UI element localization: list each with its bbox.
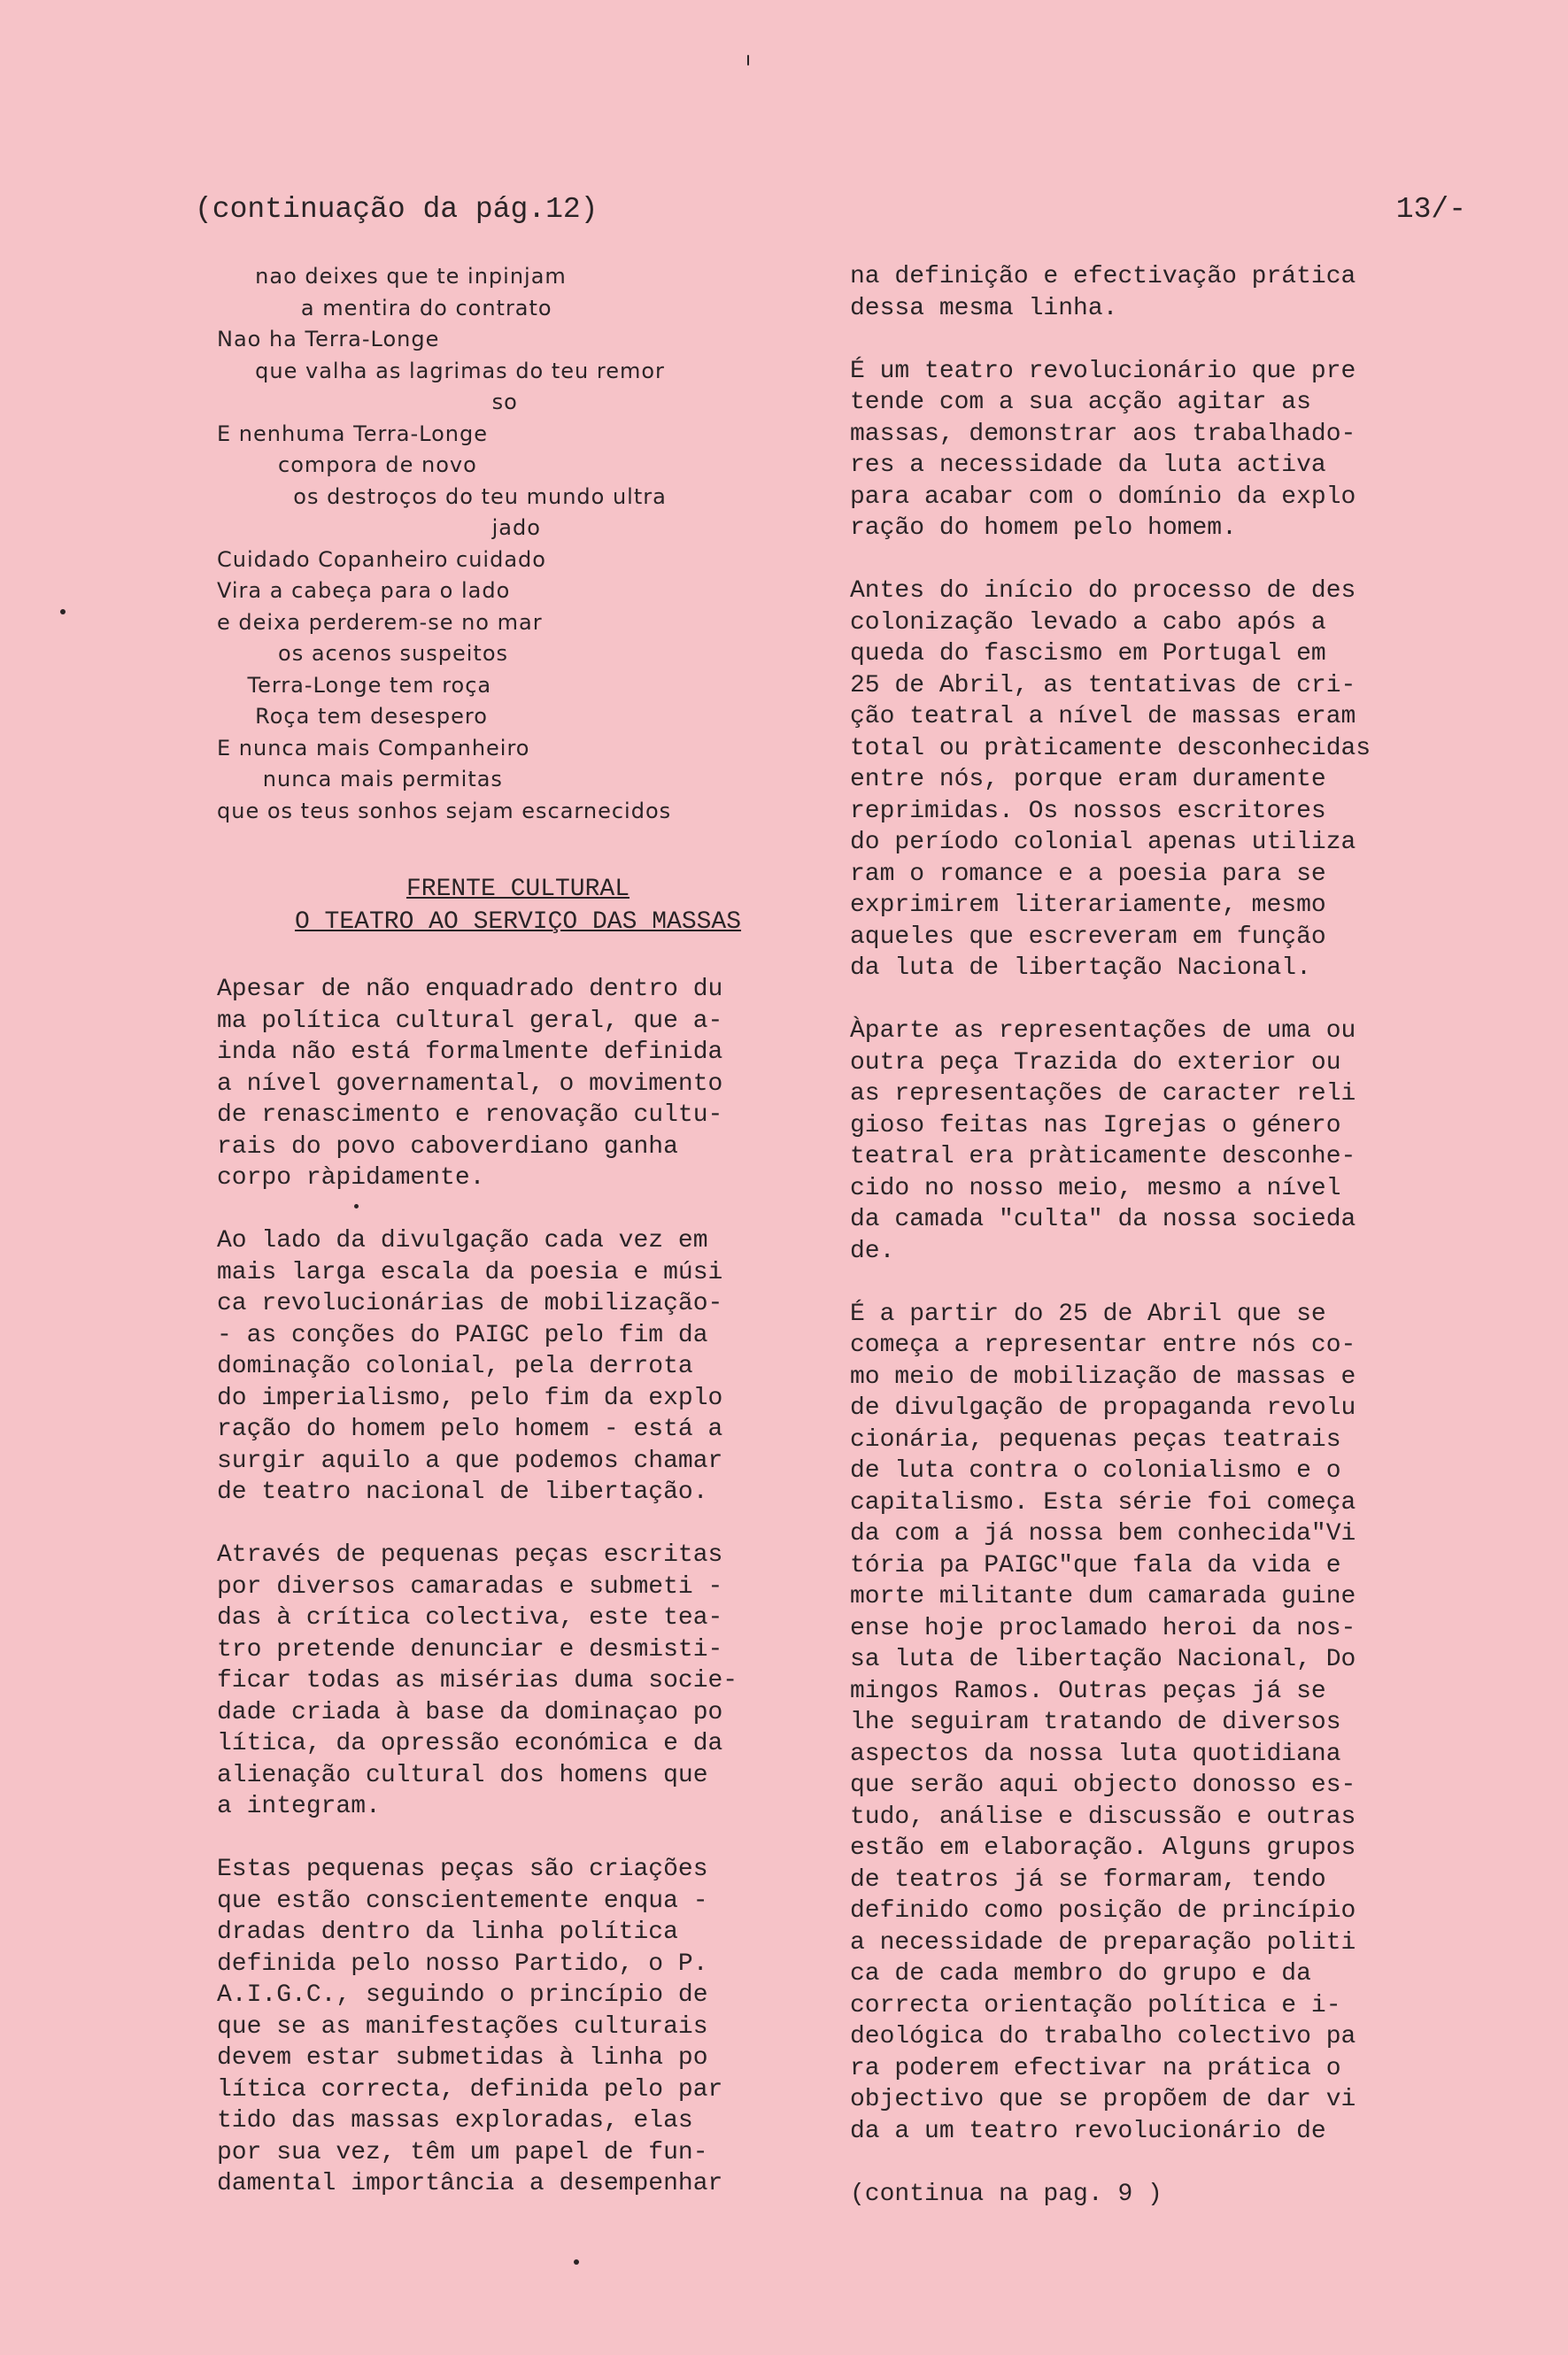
poem-line: nunca mais permitas xyxy=(217,767,503,791)
poem-line: Cuidado Copanheiro cuidado xyxy=(217,546,546,572)
text-line: a nível governamental, o movimento xyxy=(217,1069,723,1098)
text-line: do imperialismo, pelo fim da explo xyxy=(217,1384,723,1412)
text-line: É a partir do 25 de Abril que se xyxy=(850,1300,1326,1328)
text-line: teatral era pràticamente desconhe- xyxy=(850,1143,1356,1170)
poem-line: E nenhuma Terra-Longe xyxy=(217,421,488,446)
text-line: de teatro nacional de libertação. xyxy=(217,1479,708,1506)
text-line: para acabar com o domínio da explo xyxy=(850,483,1356,511)
text-line: gioso feitas nas Igrejas o género xyxy=(850,1111,1341,1139)
text-line: ra poderem efectivar na prática o xyxy=(850,2054,1341,2082)
text-line: colonização levado a cabo após a xyxy=(850,608,1326,637)
text-line: ração do homem pelo homem - está a xyxy=(217,1416,723,1443)
text-line: dradas dentro da linha política xyxy=(217,1919,678,1946)
text-line: Estas pequenas peças são criações xyxy=(217,1856,708,1883)
text-line: capitalismo. Esta série foi começa xyxy=(850,1488,1356,1517)
text-line: dade criada à base da dominaçao po xyxy=(217,1698,723,1726)
poem-line: Vira a cabeça para o lado xyxy=(217,578,511,603)
text-line: Ao lado da divulgação cada vez em xyxy=(217,1227,708,1255)
article-paragraph xyxy=(217,974,819,1194)
text-line: por diversos camaradas e submeti - xyxy=(217,1572,723,1601)
text-line: correcta orientação política e i- xyxy=(850,1991,1341,2019)
text-line: de divulgação de propaganda revolu xyxy=(850,1394,1356,1422)
poem-line: so xyxy=(217,390,518,414)
text-line: tória pa PAIGC"que fala da vida e xyxy=(850,1551,1341,1579)
text-line: a necessidade de preparação politi xyxy=(850,1928,1356,1957)
text-line: rais do povo caboverdiano ganha xyxy=(217,1132,678,1161)
article-paragraph xyxy=(217,1854,819,2200)
text-line: que estão conscientemente enqua - xyxy=(217,1887,708,1915)
text-line: da com a já nossa bem conhecida"Vi xyxy=(850,1520,1356,1548)
section-title xyxy=(217,873,819,938)
text-line: definido como posição de princípio xyxy=(850,1897,1356,1925)
poem-line: nao deixes que te inpinjam xyxy=(217,264,567,289)
poem-line: os acenos suspeitos xyxy=(217,641,509,666)
text-line: exprimirem literariamente, mesmo xyxy=(850,892,1326,919)
text-line: corpo ràpidamente. xyxy=(217,1164,485,1192)
text-line: de luta contra o colonialismo e o xyxy=(850,1457,1341,1485)
ink-dot xyxy=(747,55,749,66)
text-line: ram o romance e a poesia para se xyxy=(850,860,1326,888)
text-line: surgir aquilo a que podemos chamar xyxy=(217,1447,723,1475)
text-line: tido das massas exploradas, elas xyxy=(217,2107,693,2135)
text-line: ca de cada membro do grupo e da xyxy=(850,1960,1311,1988)
poem-line: jado xyxy=(217,515,541,540)
text-line: sa luta de libertação Nacional, Do xyxy=(850,1646,1356,1673)
text-line: lítica correcta, definida pelo par xyxy=(217,2075,723,2104)
article-paragraph xyxy=(850,1299,1452,2148)
text-line: por sua vez, têm um papel de fun- xyxy=(217,2138,708,2166)
text-line: queda do fascismo em Portugal em xyxy=(850,640,1326,668)
text-line: total ou pràticamente desconhecidas xyxy=(850,734,1371,762)
text-line: que se as manifestações culturais xyxy=(217,2012,708,2041)
text-line: lhe seguiram tratando de diversos xyxy=(850,1709,1341,1736)
right-article-body xyxy=(850,261,1452,2147)
text-line: do período colonial apenas utiliza xyxy=(850,829,1356,856)
text-line: tro pretende denunciar e desmisti- xyxy=(217,1635,723,1664)
text-line: tudo, análise e discussão e outras xyxy=(850,1803,1356,1831)
text-line: - as conções do PAIGC pelo fim da xyxy=(217,1321,708,1349)
text-line: começa a representar entre nós co- xyxy=(850,1332,1356,1359)
text-line: aqueles que escreveram em função xyxy=(850,923,1326,951)
text-line: Através de pequenas peças escritas xyxy=(217,1541,723,1569)
text-line: entre nós, porque eram duramente xyxy=(850,766,1326,793)
text-line: que serão aqui objecto donosso es- xyxy=(850,1772,1356,1799)
text-line: ca revolucionárias de mobilização- xyxy=(217,1290,723,1317)
text-line: Apesar de não enquadrado dentro du xyxy=(217,976,723,1003)
text-line: tende com a sua acção agitar as xyxy=(850,389,1311,416)
poem-line: compora de novo xyxy=(217,452,477,477)
article-paragraph xyxy=(217,1540,819,1823)
text-line: definida pelo nosso Partido, o P. xyxy=(217,1950,708,1978)
ink-dot xyxy=(574,2259,579,2265)
continues-note: (continua na pag. 9 ) xyxy=(850,2180,1162,2208)
text-line: inda não está formalmente definida xyxy=(217,1039,723,1066)
text-line: de teatros já se formaram, tendo xyxy=(850,1865,1326,1894)
poem-line: E nunca mais Companheiro xyxy=(217,735,530,761)
page-header xyxy=(195,193,1466,226)
text-line: cionária, pequenas peças teatrais xyxy=(850,1425,1341,1454)
text-line: reprimidas. Os nossos escritores xyxy=(850,797,1326,825)
text-line: ção teatral a nível de massas eram xyxy=(850,703,1356,730)
text-line: aspectos da nossa luta quotidiana xyxy=(850,1740,1341,1768)
text-line: dessa mesma linha. xyxy=(850,294,1118,322)
text-line: de. xyxy=(850,1237,895,1265)
text-line: as representações de caracter reli xyxy=(850,1080,1356,1108)
left-article-body xyxy=(217,974,819,2200)
text-line: É um teatro revolucionário que pre xyxy=(850,357,1356,385)
text-line: mais larga escala da poesia e músi xyxy=(217,1258,723,1286)
text-line: das à crítica colectiva, este tea- xyxy=(217,1604,723,1632)
poem-line: os destroços do teu mundo ultra xyxy=(217,483,667,509)
ink-dot xyxy=(354,1204,359,1208)
text-line: a integram. xyxy=(217,1793,381,1820)
poem-line: Nao ha Terra-Longe xyxy=(217,327,440,351)
article-paragraph xyxy=(850,261,1452,324)
right-column xyxy=(850,261,1452,2210)
text-line: ma política cultural geral, que a- xyxy=(217,1007,723,1035)
text-line: morte militante dum camarada guine xyxy=(850,1583,1356,1610)
text-line: mo meio de mobilização de massas e xyxy=(850,1363,1356,1391)
article-paragraph xyxy=(850,356,1452,544)
article-paragraph xyxy=(850,575,1452,984)
text-line: objectivo que se propõem de dar vi xyxy=(850,2086,1356,2113)
text-line: cido no nosso meio, mesmo a nível xyxy=(850,1174,1341,1202)
text-line: A.I.G.C., seguindo o princípio de xyxy=(217,1981,708,2009)
text-line: Àparte as representações de uma ou xyxy=(850,1017,1356,1045)
article-paragraph xyxy=(850,1015,1452,1267)
text-line: ense hoje proclamado heroi da nos- xyxy=(850,1614,1356,1642)
text-line: devem estar submetidas à linha po xyxy=(217,2044,708,2072)
text-line: alienação cultural dos homens que xyxy=(217,1761,708,1789)
text-line: ficar todas as misérias duma socie- xyxy=(217,1667,738,1695)
text-line: estão em elaboração. Alguns grupos xyxy=(850,1834,1356,1862)
ink-dot xyxy=(60,609,66,614)
poem-line: que valha as lagrimas do teu remor xyxy=(217,358,665,383)
text-line: res a necessidade da luta activa xyxy=(850,452,1326,479)
text-line: da a um teatro revolucionário de xyxy=(850,2117,1326,2145)
poem-line: e deixa perderem-se no mar xyxy=(217,609,543,635)
text-line: deológica do trabalho colectivo pa xyxy=(850,2023,1356,2050)
text-line: da camada "culta" da nossa socieda xyxy=(850,1206,1356,1233)
text-line: Antes do início do processo de des xyxy=(850,577,1356,605)
text-line: da luta de libertação Nacional. xyxy=(850,954,1311,982)
poem xyxy=(217,261,819,827)
text-line: outra peça Trazida do exterior ou xyxy=(850,1048,1341,1077)
poem-line: a mentira do contrato xyxy=(217,295,552,320)
text-line: lítica, da opressão económica e da xyxy=(217,1730,723,1757)
section-title-line1: FRENTE CULTURAL xyxy=(406,876,630,903)
poem-line: que os teus sonhos sejam escarnecidos xyxy=(217,798,672,823)
continuation-note: (continuação da pág.12) xyxy=(195,193,599,226)
left-column xyxy=(217,261,819,2231)
page-number: 13/- xyxy=(1395,193,1466,226)
section-title-line2: O TEATRO AO SERVIÇO DAS MASSAS xyxy=(294,908,742,936)
poem-line: Terra-Longe tem roça xyxy=(217,672,492,698)
text-line: damental importância a desempenhar xyxy=(217,2170,723,2197)
text-line: dominação colonial, pela derrota xyxy=(217,1353,693,1380)
text-line: na definição e efectivação prática xyxy=(850,263,1356,290)
text-line: ração do homem pelo homem. xyxy=(850,514,1237,542)
text-line: mingos Ramos. Outras peças já se xyxy=(850,1677,1326,1705)
text-line: de renascimento e renovação cultu- xyxy=(217,1101,723,1129)
poem-line: Roça tem desespero xyxy=(217,704,488,729)
text-line: massas, demonstrar aos trabalhado- xyxy=(850,420,1356,448)
article-paragraph xyxy=(217,1225,819,1509)
text-line: 25 de Abril, as tentativas de cri- xyxy=(850,671,1356,699)
